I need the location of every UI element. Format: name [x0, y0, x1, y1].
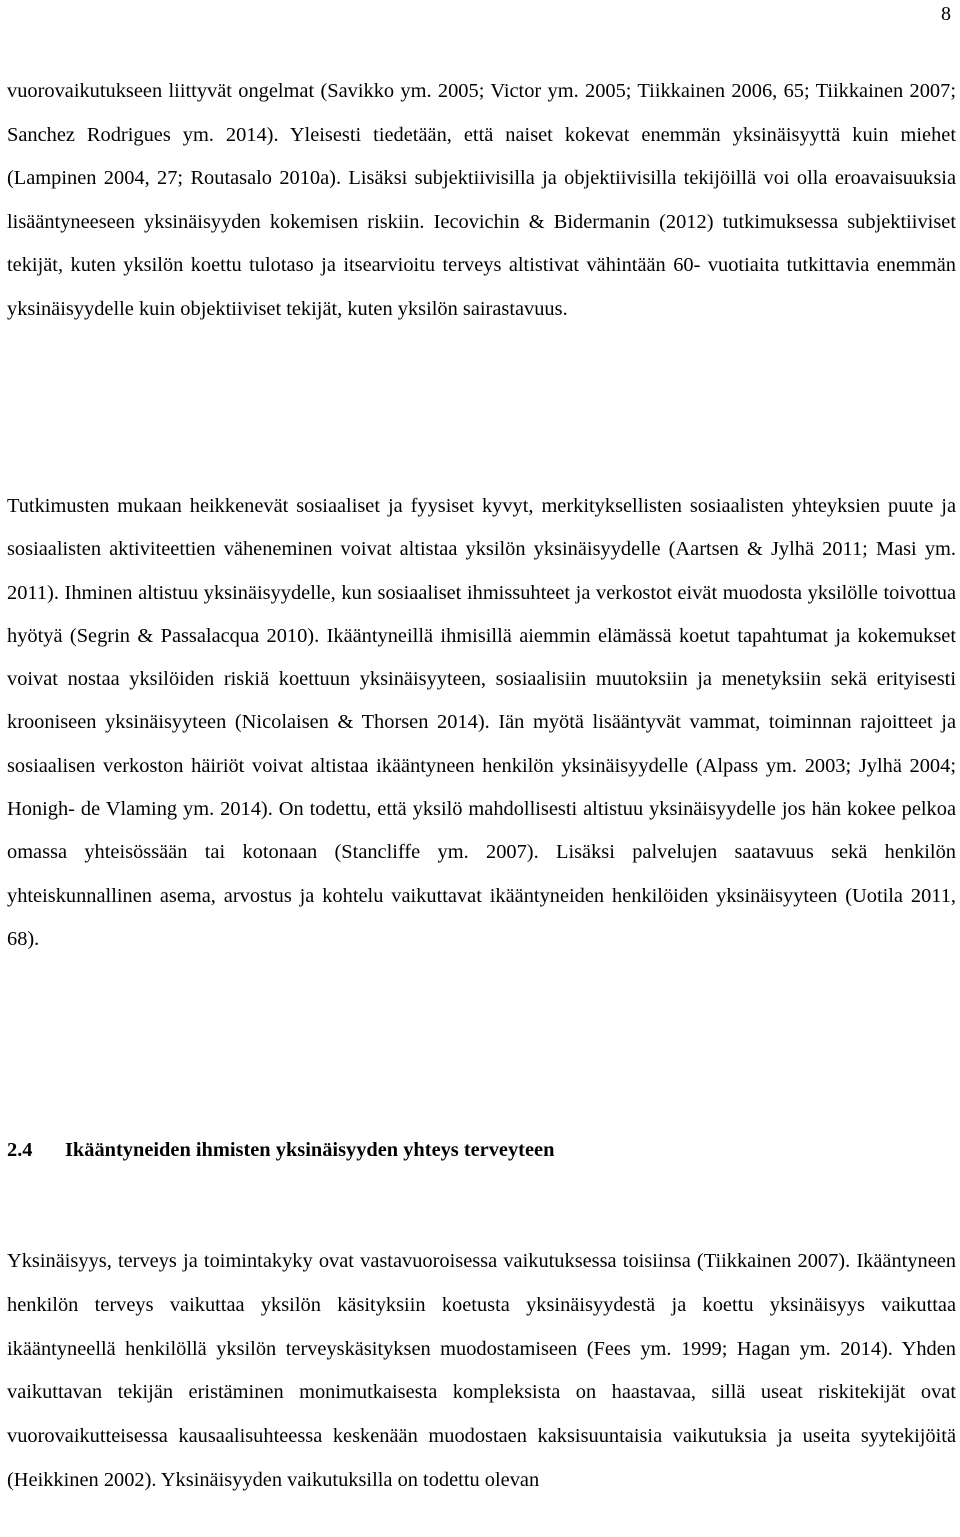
paragraph-loneliness-risk-factors: vuorovaikutukseen liittyvät ongelmat (Savikko ym. 2005; Victor ym. 2005; Tiikkainen 2006, 65; Tiikkainen 2007; Sanchez Rodrigues ym. 2014). Yleisesti tiedetään, että naiset kokevat enemmän yksinäisyyttä kuin miehet (Lampinen 2004, 27; Routasalo 2010a). Lisäksi subjektiivisilla ja objektiivisilla tekijöillä voi olla eroavaisuuksia lisääntyneeseen yksinäisyyden kokemisen riskiin. Iecovichin & Bidermanin (2012) tutkimuksessa subjektiiviset tekijät, kuten yksilön koettu tulotaso ja itsearvioitu terveys altistivat vähintään 60- vuotiaita tutkittavia enemmän yksinäisyydelle kuin objektiiviset tekijät, kuten yksilön sairastavuus. [7, 80, 956, 320]
section-heading [7, 1135, 554, 1165]
page-number: 8 [941, 3, 951, 25]
paragraph-social-physical-abilities: Tutkimusten mukaan heikkenevät sosiaaliset ja fyysiset kyvyt, merkityksellisten sosiaalisten yhteyksien puute ja sosiaalisten aktiviteettien väheneminen voivat altistaa yksilön yksinäisyydelle (Aartsen & Jylhä 2011; Masi ym. 2011). Ihminen altistuu yksinäisyydelle, kun sosiaaliset ihmissuhteet ja verkostot eivät muodosta yksilölle toivottua hyötyä (Segrin & Passalacqua 2010). Ikääntyneillä ihmisillä aiemmin elämässä koetut tapahtumat ja kokemukset voivat nostaa yksilöiden riskiä koettuun yksinäisyyteen, sosiaalisiin muutoksiin ja menetyksiin sekä erityisesti krooniseen yksinäisyyteen (Nicolaisen & Thorsen 2014). Iän myötä lisääntyvät vammat, toiminnan rajoitteet ja sosiaalisen verkoston häiriöt voivat altistaa ikääntyneen henkilön yksinäisyydelle (Alpass ym. 2003; Jylhä 2004; Honigh- de Vlaming ym. 2014). On todettu, että yksilö mahdollisesti altistuu yksinäisyydelle jos hän kokee pelkoa omassa yhteisössään tai kotonaan (Stancliffe ym. 2007). Lisäksi palvelujen saatavuus sekä henkilön yhteiskunnallinen asema, arvostus ja kohtelu vaikuttavat ikääntyneiden henkilöiden yksinäisyyteen (Uotila 2011, 68). [7, 495, 956, 950]
section-title: Ikääntyneiden ihmisten yksinäisyyden yhteys terveyteen [65, 1139, 555, 1161]
paragraph-loneliness-health: Yksinäisyys, terveys ja toimintakyky ovat vastavuoroisessa vaikutuksessa toisiinsa (Tiikkainen 2007). Ikääntyneen henkilön terveys vaikuttaa yksilön käsityksiin koetusta yksinäisyydestä ja koettu yksinäisyys vaikuttaa ikääntyneellä henkilöllä yksilön terveyskäsityksen muodostamiseen (Fees ym. 1999; Hagan ym. 2014). Yhden vaikuttavan tekijän eristäminen monimutkaisesta kompleksista on haastavaa, sillä useat riskitekijät ovat vuorovaikutteisessa kausaalisuhteessa keskenään muodostaen kaksisuuntaisia vaikutuksia ja useita syytekijöitä (Heikkinen 2002). Yksinäisyyden vaikutuksilla on todettu olevan [7, 1250, 956, 1491]
section-number: 2.4 [7, 1139, 33, 1161]
